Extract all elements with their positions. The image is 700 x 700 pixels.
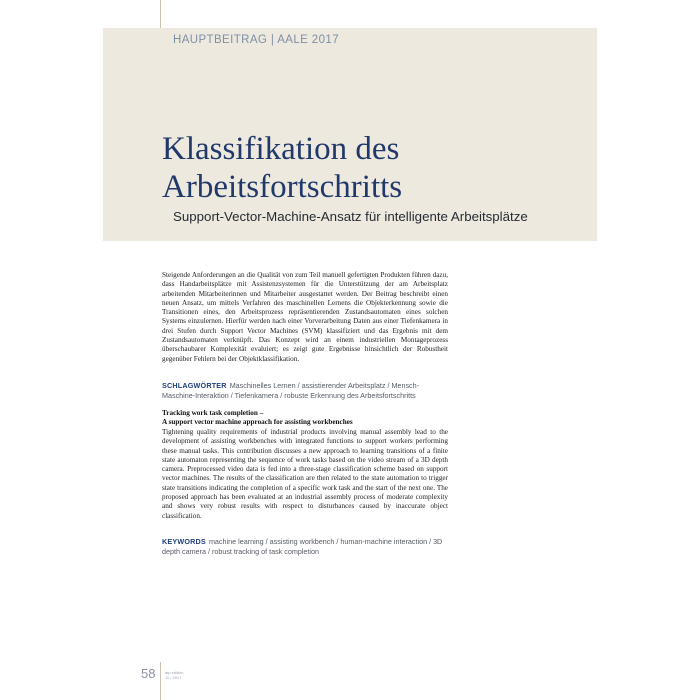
margin-rule-top — [160, 0, 161, 28]
english-heading — [162, 409, 448, 428]
keywords-english — [162, 537, 448, 556]
article-title — [162, 130, 592, 206]
keywords-english-text: machine learning / assisting workbench / human-machine interaction / 3D depth camera / robust tracking of task completion — [162, 537, 443, 556]
footer-meta — [165, 670, 183, 680]
footer-meta-line-2: 11 / 2017 — [165, 675, 182, 680]
section-label: HAUPTBEITRAG | AALE 2017 — [173, 34, 339, 46]
english-heading-line-2: A support vector machine approach for assisting workbenches — [162, 418, 353, 427]
keywords-german-text: Maschinelles Lernen / assistierender Arbeitsplatz / Mensch-Maschine-Interaktion / Tiefenkamera / robuste Erkennung des Arbeitsfortschritts — [162, 381, 420, 400]
page-number: 58 — [141, 666, 156, 681]
english-heading-line-1: Tracking work task completion – — [162, 409, 264, 417]
keywords-german-label: SCHLAGWÖRTER — [162, 381, 227, 390]
title-line-1: Klassifikation des — [162, 131, 400, 167]
article-subtitle: Support-Vector-Machine-Ansatz für intelligente Arbeitsplätze — [173, 209, 528, 224]
keywords-german — [162, 381, 448, 400]
footer-meta-line-1: atp edition — [165, 670, 184, 675]
keywords-english-label: KEYWORDS — [162, 537, 206, 546]
title-line-2: Arbeitsfortschritts — [162, 169, 403, 205]
margin-rule-bottom — [160, 662, 161, 700]
abstract-english: Tightening quality requirements of industrial products involving manual assembly lead to the development of assisting workbenches with integrated functions to support workers performing these manual tasks. This contribution discusses a new approach to learning transitions of a finite state automaton representing the sequence of work tasks based on the video stream of a 3D depth camera. Preprocessed video data is fed into a three-stage classification scheme based on support vector machines. The results of the classification are then related to the state automation to trigger state transitions indicating the completion of a specific work task and the start of the next one. The proposed approach has been evaluated at an industrial assembly process of moderate complexity and shows very robust results with respect to disturbances caused by inaccurate object classification. — [162, 428, 448, 520]
abstract-german: Steigende Anforderungen an die Qualität von zum Teil manuell gefertigten Produkten führen dazu, dass Handarbeitsplätze mit Assistenzsystemen für die Unterstützung der am Arbeitsplatz arbeitenden Mitarbeiterinnen und Mitarbeiter ausgestattet werden. Der Beitrag beschreibt einen neuen Ansatz, um mittels Verfahren des maschinellen Lernens die Objekterkennung sowie die Transitionen eines, den Arbeitsprozess repräsentierenden Zustandsautomaten eines solchen Systems einzulernen. Hierfür werden nach einer Vorverarbeitung Daten aus einer Tiefenkamera in drei Stufen durch Support Vector Machines (SVM) klassifiziert und das Ergebnis mit dem Zustandsautomaten verknüpft. Das Konzept wird an einem industriellen Montageprozess überschaubarer Komplexität evaluiert; es zeigt gute Ergebnisse hinsichtlich der Robustheit gegenüber Fehlern bei der Objektklassifikation. — [162, 271, 448, 363]
